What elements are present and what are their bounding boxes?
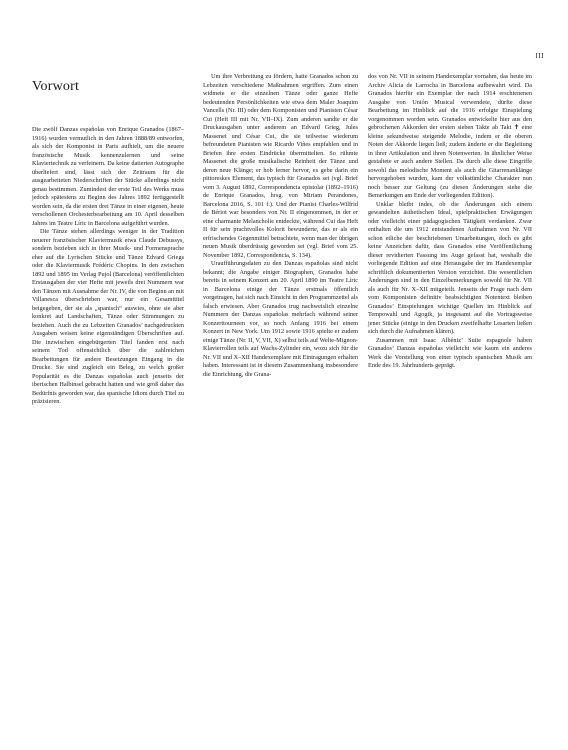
paragraph: Um ihre Verbreitung zu fördern, hatte Granados schon zu Lebzeiten verschiedene Maßnahmen ergriffen. Zum einen widmete er die einzelnen Tänze oder ganze Hefte bedeutenden Persönlichkeiten wie etwa dem Maler Joaquim Vancells (Nr. III) oder dem Komponisten und Pianisten César Cui (Heft III mit Nr. VII–IX). Zum anderen sandte er die Druckausgaben unter anderem an Edvard Grieg, Jules Massenet und César Cui, die sie teilweise wiederum befreundeten Pianisten wie Ricardo Viñes empfahlen und in Briefen ihre ersten Eindrücke übermittelten. So rühmte Massenet die große musikalische Reinheit der Tänze und deren neue Klänge; er hob ferner hervor, es gebe darin ein pittoreskes Element, das typisch für Granados sei (vgl. Brief vom 3. August 1892, Correspondencia epistolar (1892–1916) de Enrique Granados, hrsg. von Miriam Perandones, Barcelona 2016, S. 101 f.). Und der Pianist Charles-Wilfrid de Bériot war besonders von Nr. II eingenommen, in der er eine charmante Melancholie entdeckte, während Cui das Heft II für sein prachtvolles Kolorit bewunderte, das er als ein erfrischendes Gegenmittel betrachtete, wenn man der übrigen neuen Musik überdrüssig geworden sei (vgl. Brief vom 25. November 1892, Correspondencia, S. 134). xyxy=(203,73,358,259)
paragraph: Uraufführungsdaten zu den Danzas españolas sind nicht bekannt; die Angabe einiger Biographen, Granados habe bereits in seinem Konzert am 20. April 1890 im Teatre Líric in Barcelona einige der Tänze erstmals öffentlich vorgetragen, hat sich nach Einsicht in den Programmzettel als falsch erwiesen. Aber Granados trug nachweislich einzelne Nummern der Danzas españolas mehrfach während seiner Konzerttourneen vor, so noch Anfang 1916 bei einem Konzert in New York. Um 1912 sowie 1916 spielte er zudem einige Tänze (Nr. II, V, VII, X) selbst teils auf Welte-Mignon-Klavierrollen teils auf Wachs-Zylinder ein, wozu sich für die Nr. VII und X–XII Handexemplare mit Eintragungen erhalten haben. Interessant ist in diesem Zusammenhang insbesondere die Einrichtung, die Grana- xyxy=(203,260,358,378)
paragraph: Die Tänze stehen allerdings weniger in der Tradition neuerer französischer Klaviermusik etwa Claude Debussys, sondern bezieben sich in ihrer Musik- und Formensprache eher auf die Lyrischen Stücke und Tänze Edvard Griegs oder die Klaviermusik Frédéric Chopins. In den zwischen 1892 und 1895 im Verlag Pujol (Barcelona) veröffentlichten Erstausgaben der vier Hefte mit jeweils drei Nummern war den Tänzen mit Ausnahme der Nr. IV, die von Beginn an mit Villanesca überschrieben war, nur ein Gesamttitel beigegeben, der sie als „spanisch“ auswies, ohne sie aber konkret auf Landschaften, Tänze oder Stimmungen zu beziehen. Auch die zu Lebzeiten Granados’ nachgedruckten Ausgaben weisen keine eigenständigen Überschriften auf. Die inzwischen eingebürgerten Titel fanden erst nach seinem Tod offensichtlich über die zahlreichen Bearbeitungen für andere Besetzungen Eingang in die Drucke. Sie sind zugleich ein Beleg, zu welch großer Popularität es die Danzas españolas auch jenseits der iberischen Halbinsel gebracht hatten und wie groß daher das Bedürfnis geworden war, das spanische Idiom durch Titel zu präzisieren. xyxy=(32,228,184,405)
page-number: III xyxy=(535,52,544,60)
text-column-1 xyxy=(32,126,184,407)
paragraph: Die zwölf Danzas españolas von Enrique Granados (1867–1916) wurden vermutlich in den Jahren 1888/89 entworfen, als sich der Komponist in Paris aufhielt, um die neuere französische Musik kennenzulernen und seine Klaviertechnik zu verfeinern. Da keine datierten Autographe überliefert sind, lässt sich der Zeitraum für die ausgearbeiteten Niederschriften der Stücke allerdings nicht genau bestimmen. Zumindest der erste Teil des Werks muss jedoch spätestens zu Beginn des Jahres 1892 fertiggestellt worden sein, da die ersten drei Tänze in einer eigenen, heute verschollenen Orchesterbearbeitung am 10. April desselben Jahres im Teatre Líric in Barcelona aufgeführt wurden. xyxy=(32,126,184,227)
text-column-3 xyxy=(368,73,532,371)
text-column-2 xyxy=(203,73,358,379)
page-title: Vorwort xyxy=(32,79,80,95)
paragraph: Unklar bleibt indes, ob die Änderungen sich einem gewandelten ästhetischen Ideal, spielpraktischen Erwägungen oder vielleicht einer pädagogischen Tätigkeit verdanken. Zwar enthalten die um 1912 entstandenen Aufnahmen von Nr. VII schon etliche der beschriebenen Umarbeitungen, doch es gibt keine Anzeichen dafür, dass Granados eine Veröffentlichung dieser revidierten Fassung ins Auge gefasst hat, weshalb die vorliegende Edition auf eine Herausgabe der im Handexemplar schriftlich dokumentierten Version verzichtet. Die wesentlichen Änderungen sind in den Einzelbemerkungen sowohl für Nr. VII als auch für Nr. X–XII mitgeteilt. Jenseits der Frage nach dem vom Komponisten definitiv beabsichtigten Notentext bleiben Granados’ Einspielungen wichtige Quellen im Hinblick auf Tempowahl und Agogik, ja insgesamt auf die Vortragsweise jener Stücke (einige in den Drucken zweifelhafte Lesarten ließen sich durch die Aufnahmen klären). xyxy=(368,200,532,335)
paragraph: Zusammen mit Isaac Albéniz’ Suite espagnole haben Granados’ Danzas españolas vielleicht wie kaum ein anderes Werk die Vorstellung von einer typisch spanischen Musik am Ende des 19. Jahrhunderts geprägt. xyxy=(368,336,532,369)
paragraph: dos von Nr. VII in seinem Handexemplar vornahm, das heute im Archiv Alicia de Larrocha in Barcelona aufbewahrt wird. Da Granados hierfür ein Exemplar der nach 1914 erschienenen Ausgabe von Unión Musical verwendete, dürfte diese Bearbeitung im Hinblick auf die 1916 erfolgte Einspielung vorgenommen worden sein. Granados entwickelte hier aus den gebrochenen Akkorden der ersten sieben Takte ab Takt ✝ eine kleine sekundweise steigende Melodie, indem er die oberen Noten der Akkorde liegen ließ; zudem änderte er die Begleitung in ihrer Artikulation und ihren Notenwerten. In ähnlicher Weise gestaltete er auch andere Stellen. Da durch alle diese Eingriffe sowohl das melodische Moment als auch die Gitarrenanklänge hervorgehoben wurden, kam der volkstümliche Charakter nun noch besser zur Geltung (zu diesen Änderungen siehe die Bemerkungen am Ende der vorliegenden Edition). xyxy=(368,73,532,199)
